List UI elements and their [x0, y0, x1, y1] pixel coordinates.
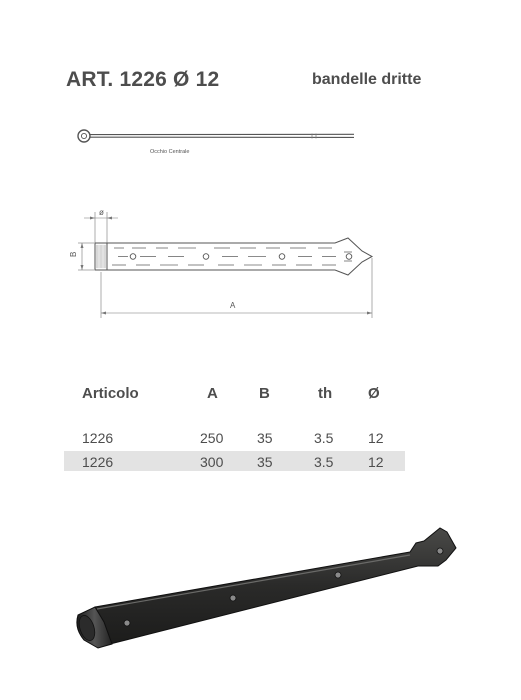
col-header-a: A [207, 385, 218, 402]
b-label: B [69, 251, 78, 257]
side-view [78, 130, 354, 155]
eye-hole [81, 133, 86, 138]
a-label: A [230, 301, 236, 310]
table-cell: 1226 [82, 454, 114, 470]
table-cell: 250 [200, 430, 224, 446]
col-header-th: th [318, 385, 333, 402]
product-subtitle: bandelle dritte [312, 71, 422, 88]
eye-ring [78, 130, 90, 142]
product-photo [0, 500, 521, 700]
screw-hole [230, 595, 236, 601]
table-row-highlight [64, 451, 405, 471]
screw-hole [124, 620, 130, 626]
screw-hole [346, 254, 352, 260]
table-cell: 35 [257, 430, 273, 446]
screw-hole [335, 572, 341, 578]
screw-hole [437, 548, 443, 554]
col-header-articolo: Articolo [82, 385, 139, 402]
table-cell: 300 [200, 454, 224, 470]
screw-hole [279, 254, 285, 260]
diam-label: ø [99, 208, 104, 217]
col-header-diameter: Ø [368, 385, 380, 402]
col-header-b: B [259, 385, 270, 402]
screw-hole [203, 254, 209, 260]
hinge-strap-photo [76, 528, 456, 648]
table-cell: 35 [257, 454, 273, 470]
table-cell: 3.5 [314, 454, 334, 470]
top-view [69, 208, 372, 318]
technical-drawing [0, 110, 521, 330]
table-cell: 1226 [82, 430, 114, 446]
table-cell: 3.5 [314, 430, 334, 446]
screw-hole [130, 254, 136, 260]
table-cell: 12 [368, 454, 384, 470]
table-cell: 12 [368, 430, 384, 446]
side-view-label: Occhio Centrale [150, 149, 190, 155]
article-title: ART. 1226 Ø 12 [66, 68, 220, 91]
strap-body [95, 528, 456, 644]
